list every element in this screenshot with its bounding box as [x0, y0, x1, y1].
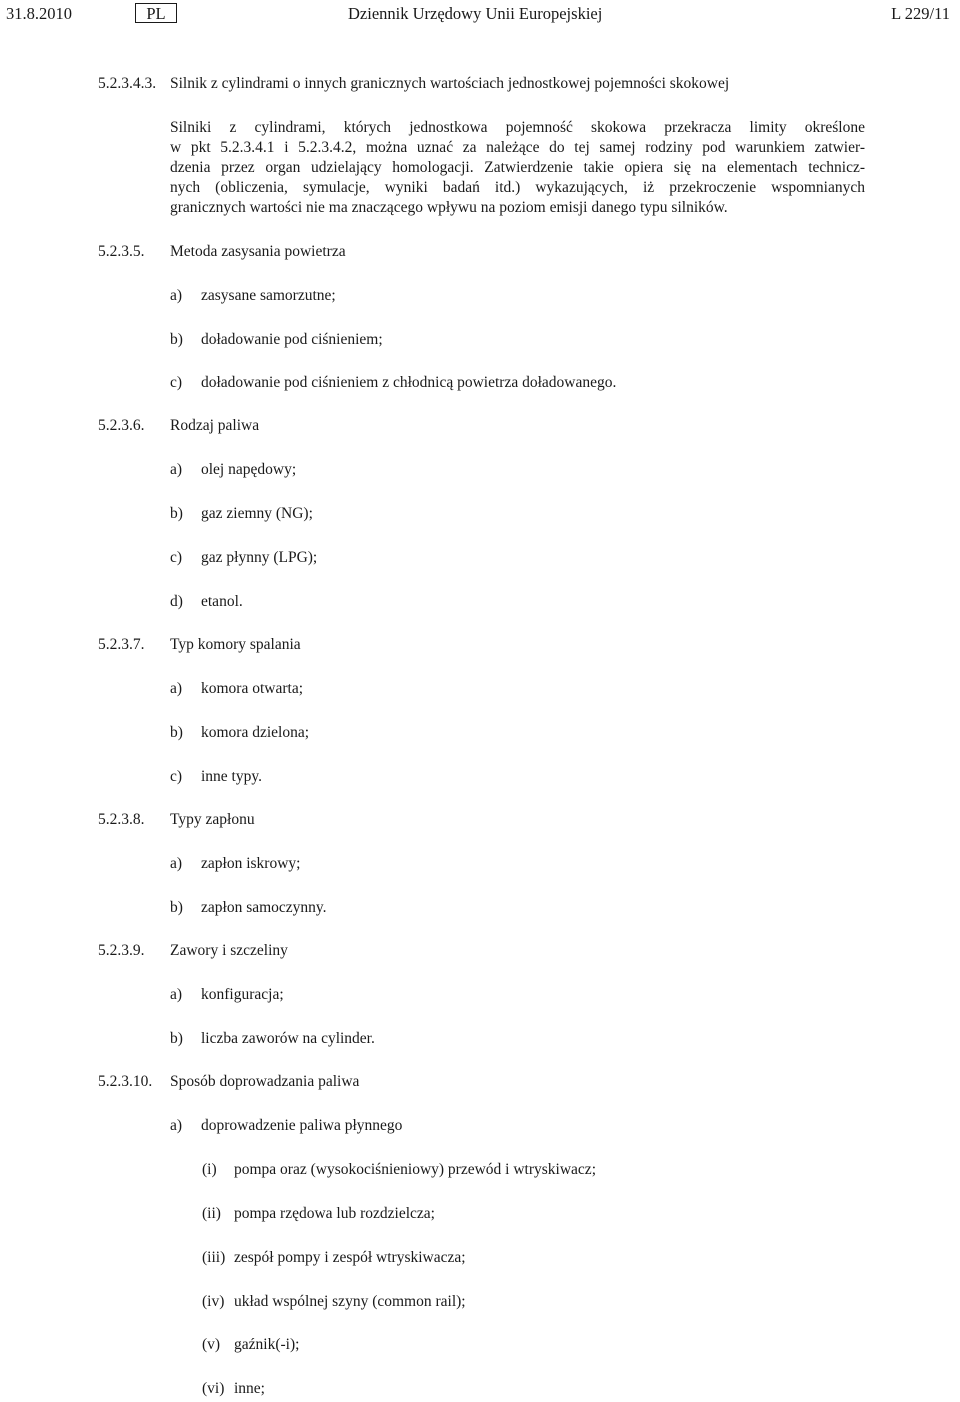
list-text: liczba zaworów na cylinder. — [201, 1030, 375, 1047]
section-title: Rodzaj paliwa — [170, 417, 260, 434]
header-date: 31.8.2010 — [6, 4, 72, 23]
section-number: 5.2.3.5. — [98, 243, 145, 260]
journal-title: Dziennik Urzędowy Unii Europejskiej — [348, 4, 603, 23]
list-text: zapłon samoczynny. — [201, 899, 327, 916]
list-label: d) — [170, 593, 183, 610]
section-number: 5.2.3.8. — [98, 811, 145, 828]
list-label: a) — [170, 287, 183, 304]
sub-list-label: (ii) — [202, 1205, 221, 1222]
list-label: a) — [170, 680, 183, 697]
section-number: 5.2.3.6. — [98, 417, 145, 434]
section-title: Typy zapłonu — [170, 811, 255, 828]
section-number: 5.2.3.7. — [98, 636, 145, 653]
list-text: olej napędowy; — [201, 461, 297, 478]
list-label: c) — [170, 549, 183, 566]
list-text: etanol. — [201, 593, 243, 610]
sub-list-label: (vi) — [202, 1380, 225, 1397]
list-text: inne typy. — [201, 768, 262, 785]
section-number: 5.2.3.4.3. — [98, 75, 157, 92]
section-title: Zawory i szczeliny — [170, 942, 288, 959]
list-text: doładowanie pod ciśnieniem z chłodnicą powietrza doładowanego. — [201, 374, 617, 391]
section-title: Sposób doprowadzania paliwa — [170, 1073, 360, 1090]
list-label: a) — [170, 986, 183, 1003]
list-label: b) — [170, 331, 183, 348]
page-number: L 229/11 — [891, 4, 950, 23]
sub-list-text: układ wspólnej szyny (common rail); — [234, 1293, 466, 1310]
list-text: zasysane samorzutne; — [201, 287, 336, 304]
list-text: doładowanie pod ciśnieniem; — [201, 331, 383, 348]
paragraph-line: w pkt 5.2.3.4.1 i 5.2.3.4.2, można uznać za należące do tej samej rodziny pod warunkiem zatwier- — [170, 139, 865, 156]
section-number: 5.2.3.10. — [98, 1073, 153, 1090]
list-text: komora otwarta; — [201, 680, 304, 697]
list-text: konfiguracja; — [201, 986, 284, 1003]
list-label: a) — [170, 1117, 183, 1134]
section-title: Typ komory spalania — [170, 636, 301, 653]
list-label: c) — [170, 374, 183, 391]
list-label: b) — [170, 724, 183, 741]
paragraph-line: granicznych wartości nie ma znaczącego wpływu na poziom emisji danego typu silników. — [170, 199, 728, 216]
sub-list-text: inne; — [234, 1380, 265, 1397]
section-title: Silnik z cylindrami o innych granicznych wartościach jednostkowej pojemności skokowej — [170, 75, 730, 92]
sub-list-label: (iv) — [202, 1293, 225, 1310]
list-text: doprowadzenie paliwa płynnego — [201, 1117, 403, 1134]
list-label: b) — [170, 899, 183, 916]
sub-list-text: pompa oraz (wysokociśnieniowy) przewód i wtryskiwacz; — [234, 1161, 596, 1178]
page-header — [0, 3, 960, 25]
section-title: Metoda zasysania powietrza — [170, 243, 346, 260]
list-text: zapłon iskrowy; — [201, 855, 301, 872]
sub-list-text: zespół pompy i zespół wtryskiwacza; — [234, 1249, 466, 1266]
language-badge: PL — [135, 3, 177, 23]
paragraph-line: dzenia przez organ udzielający homologacji. Zatwierdzenie takie opiera się na elementach technicz- — [170, 159, 865, 176]
list-label: a) — [170, 461, 183, 478]
sub-list-text: gaźnik(-i); — [234, 1336, 300, 1353]
list-text: komora dzielona; — [201, 724, 310, 741]
list-label: a) — [170, 855, 183, 872]
list-text: gaz ziemny (NG); — [201, 505, 313, 522]
list-label: b) — [170, 505, 183, 522]
sub-list-text: pompa rzędowa lub rozdzielcza; — [234, 1205, 435, 1222]
paragraph-line: nych (obliczenia, symulacje, wyniki badań itd.) wykazujących, iż przekroczenie wspomnianych — [170, 179, 865, 196]
list-label: c) — [170, 768, 183, 785]
list-text: gaz płynny (LPG); — [201, 549, 318, 566]
list-label: b) — [170, 1030, 183, 1047]
paragraph-line: Silniki z cylindrami, których jednostkowa pojemność skokowa przekracza limity określone — [170, 119, 865, 136]
sub-list-label: (iii) — [202, 1249, 226, 1266]
sub-list-label: (i) — [202, 1161, 217, 1178]
section-number: 5.2.3.9. — [98, 942, 145, 959]
sub-list-label: (v) — [202, 1336, 221, 1353]
